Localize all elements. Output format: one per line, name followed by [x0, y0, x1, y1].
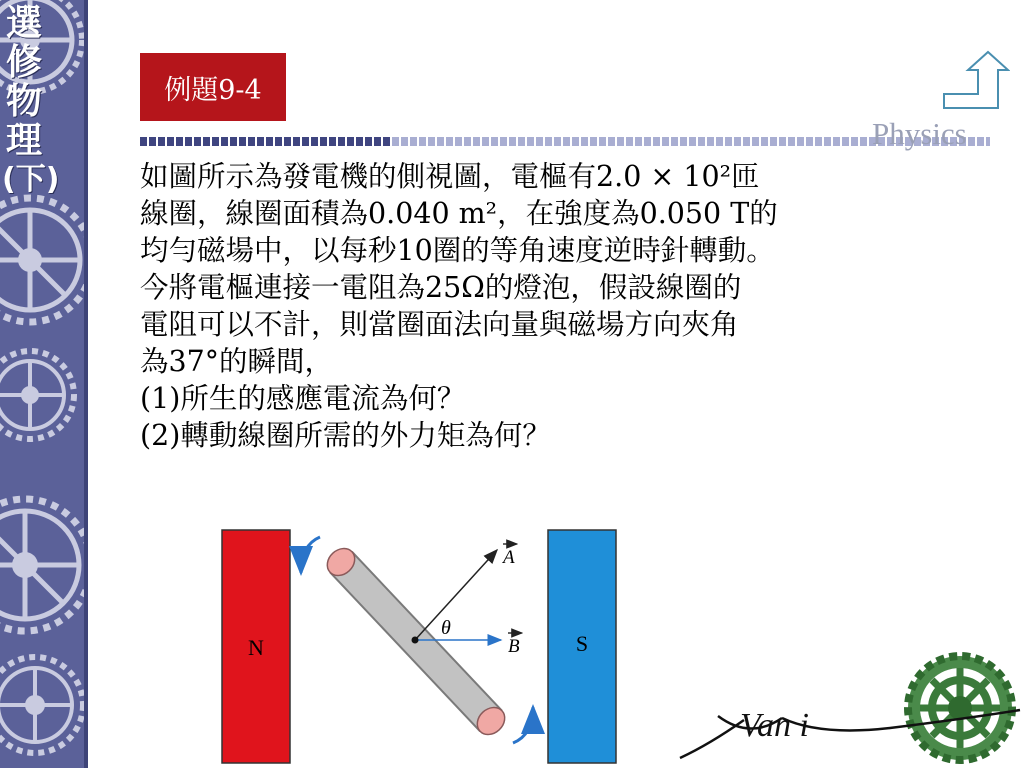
- gear-icon: [0, 650, 88, 760]
- gear-icon: [0, 490, 88, 640]
- generator-diagram: [215, 525, 625, 765]
- angle-label: θ: [441, 617, 451, 639]
- problem-line: 為37°的瞬間，: [140, 345, 334, 378]
- problem-line: 如圖所示為發電機的側視圖，電樞有2.0 × 10²匝: [140, 160, 760, 193]
- pivot-point: [412, 637, 419, 644]
- rotation-arrow-bottom: [513, 707, 533, 743]
- problem-line: 電阻可以不計，則當圈面法向量與磁場方向夾角: [140, 308, 739, 341]
- rotation-arrow-top: [301, 537, 320, 573]
- question-2: (2)轉動線圈所需的外力矩為何？: [140, 419, 551, 452]
- sidebar: [0, 0, 88, 768]
- signature-text: Van i: [740, 707, 809, 744]
- problem-line: 均勻磁場中，以每秒10圈的等角速度逆時針轉動。: [140, 234, 775, 267]
- subject-label: Physics: [872, 116, 967, 151]
- problem-line: 線圈，線圈面積為0.040 m²，在強度為0.050 T的: [140, 197, 778, 230]
- problem-line: 今將電樞連接一電阻為25Ω的燈泡，假設線圈的: [140, 271, 742, 304]
- north-pole-label: N: [248, 635, 264, 660]
- vector-a-label: A: [503, 547, 515, 568]
- vector-b-label: B: [508, 636, 520, 657]
- example-label: 例題9-4: [140, 53, 286, 121]
- gear-icon: [908, 656, 1012, 760]
- gear-icon: [0, 190, 88, 330]
- question-1: (1)所生的感應電流為何？: [140, 382, 466, 415]
- signature-logo: [670, 640, 1024, 768]
- south-pole-label: S: [575, 631, 589, 656]
- gear-icon: [0, 345, 80, 445]
- divider: [140, 136, 990, 148]
- sidebar-stripe: [84, 0, 88, 768]
- problem-text: [140, 158, 1010, 454]
- course-title: 選 修 物 理 (下): [2, 3, 60, 197]
- return-arrow-icon[interactable]: [940, 50, 1010, 112]
- vector-a: [415, 550, 497, 640]
